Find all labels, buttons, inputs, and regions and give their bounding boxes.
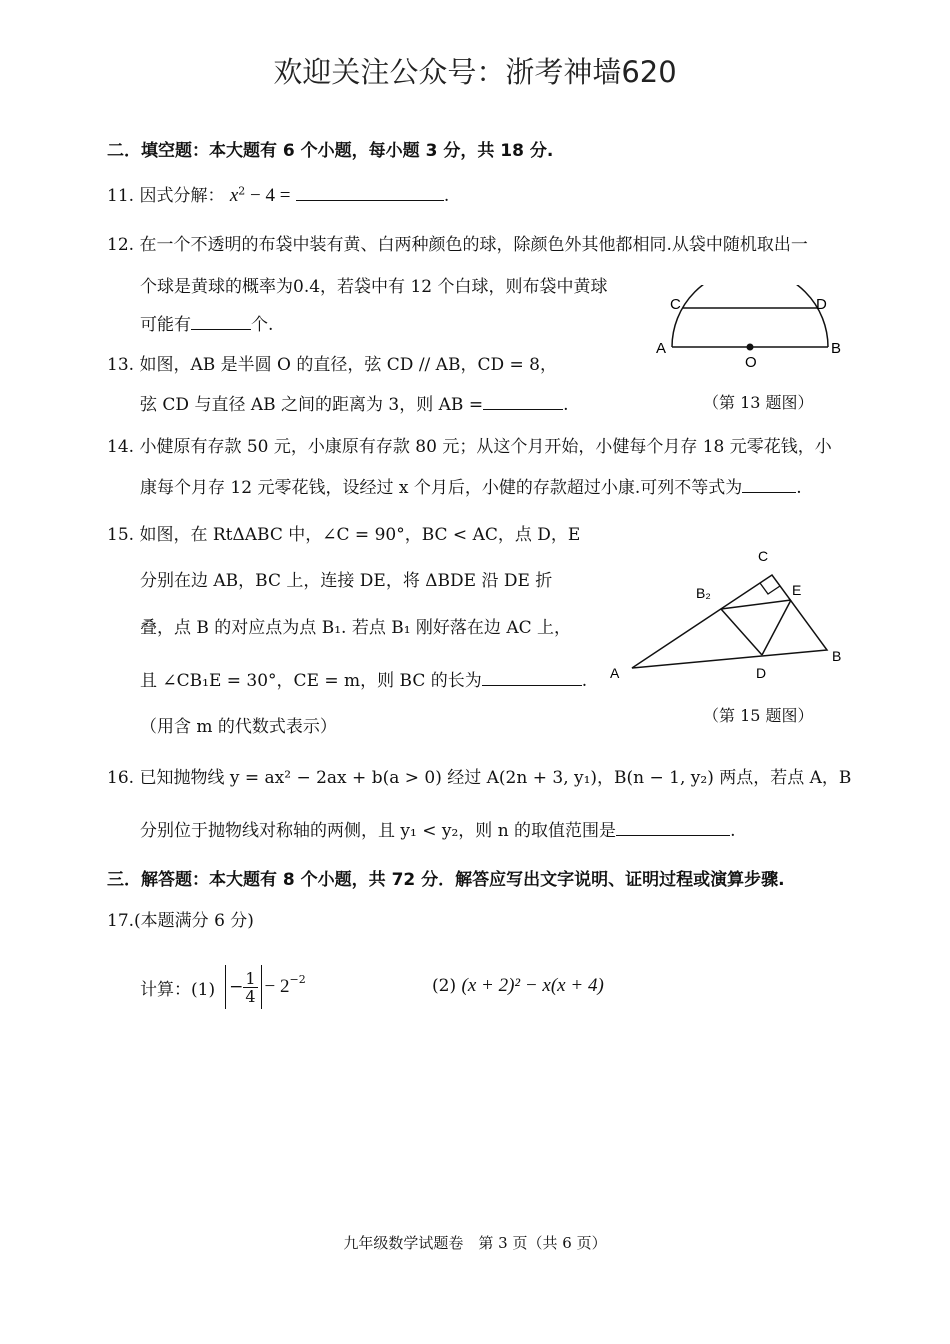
section-3-title: 三．解答题：本大题有 8 个小题，共 72 分．解答应写出文字说明、证明过程或演算步骤. (107, 870, 785, 890)
question-14-line-2 (140, 473, 802, 498)
math-expression: − 2 (264, 976, 290, 997)
question-number: 13. (107, 355, 135, 375)
line-b2-d (721, 609, 762, 655)
question-text: 因式分解： (139, 186, 225, 206)
page-header-watermark: 欢迎关注公众号：浙考神墙620 (273, 55, 677, 89)
question-text: 个. (251, 315, 274, 335)
question-15-line-1 (107, 520, 580, 545)
line-e-d (762, 600, 791, 655)
question-15-line-5: （用含 m 的代数式表示） (140, 717, 337, 737)
question-number: 17. (107, 911, 135, 931)
label-a: A (610, 665, 620, 681)
question-text: 弦 CD 与直径 AB 之间的距离为 3，则 AB = (140, 395, 484, 415)
question-text: 已知抛物线 y = ax² − 2ax + b(a > 0) 经过 A(2n + 3, y₁)，B(n − 1, y₂) 两点，若点 A，B (139, 768, 852, 788)
absolute-value-bar-right (261, 965, 262, 1009)
question-text: 如图，在 RtΔABC 中，∠C = 90°，BC < AC，点 D，E (139, 525, 581, 545)
question-16-line-2 (140, 816, 735, 841)
fraction-denominator: 4 (245, 986, 256, 1006)
fraction-numerator: 1 (245, 968, 256, 988)
question-17-header (107, 906, 254, 931)
question-number: 15. (107, 525, 135, 545)
fraction (243, 970, 257, 1005)
question-15-line-4 (140, 666, 587, 691)
question-number: 16. (107, 768, 135, 788)
question-12-line-3 (140, 310, 273, 335)
absolute-value-bar-left (225, 965, 226, 1009)
semicircle-arc (672, 285, 828, 347)
part-label: (2) (432, 976, 457, 996)
period: . (563, 395, 569, 415)
calc-label: 计算：(1) (140, 979, 216, 1000)
period: . (796, 478, 802, 498)
question-text: 康每个月存 12 元零花钱，设经过 x 个月后，小健的存款超过小康.可列不等式为 (140, 478, 743, 498)
math-exponent: 2 (238, 184, 246, 198)
question-number: 12. (107, 235, 135, 255)
question-score: (本题满分 6 分) (134, 911, 254, 931)
label-c: C (670, 296, 681, 313)
page-footer: 九年级数学试题卷 第 3 页（共 6 页） (343, 1234, 607, 1252)
label-e: E (792, 582, 802, 598)
right-angle-mark (760, 583, 780, 594)
period: . (443, 186, 450, 206)
answer-blank (191, 313, 251, 330)
question-number: 11. (107, 186, 135, 206)
figure-15-triangle (600, 545, 860, 690)
question-15-line-3: 叠，点 B 的对应点为点 B₁. 若点 B₁ 刚好落在边 AC 上， (140, 618, 572, 638)
label-b2: B₂ (696, 585, 711, 601)
math-exponent: −2 (289, 972, 306, 986)
question-text: 可能有 (140, 315, 191, 335)
label-o: O (745, 354, 757, 371)
answer-blank (616, 819, 730, 836)
question-12-line-2: 个球是黄球的概率为0.4，若袋中有 12 个白球，则布袋中黄球 (140, 277, 608, 297)
answer-blank (483, 393, 563, 410)
label-d: D (816, 296, 827, 313)
answer-blank (482, 669, 582, 686)
question-text: 在一个不透明的布袋中装有黄、白两种颜色的球，除颜色外其他都相同.从袋中随机取出一 (139, 235, 808, 255)
math-variable: x (229, 185, 239, 206)
math-expression: (x + 2)² − x(x + 4) (461, 975, 604, 996)
question-text: 分别位于抛物线对称轴的两侧，且 y₁ < y₂，则 n 的取值范围是 (140, 821, 617, 841)
period: . (730, 821, 736, 841)
question-number: 14. (107, 437, 135, 457)
answer-blank (296, 184, 444, 201)
label-a: A (656, 340, 667, 357)
question-text: 如图，AB 是半圆 O 的直径，弦 CD // AB，CD = 8， (139, 355, 557, 375)
label-c: C (758, 548, 769, 564)
question-text: 小健原有存款 50 元，小康原有存款 80 元；从这个月开始，小健每个月存 18 元零花钱，小 (139, 437, 832, 457)
label-d: D (756, 665, 767, 681)
question-13-line-2 (140, 390, 568, 415)
math-expression: − 4 = (245, 185, 291, 206)
question-11 (107, 181, 449, 207)
minus-sign: − (229, 977, 244, 997)
figure-13-semicircle (650, 285, 850, 375)
question-13-line-1 (107, 350, 557, 375)
label-b: B (831, 340, 842, 357)
question-17-part-2 (432, 975, 604, 997)
question-14-line-1 (107, 432, 832, 457)
section-2-title: 二．填空题：本大题有 6 个小题，每小题 3 分，共 18 分. (107, 141, 554, 161)
figure-15-caption: （第 15 题图） (703, 706, 814, 725)
question-17-part-1 (140, 962, 306, 1012)
answer-blank (742, 476, 796, 493)
question-12-line-1 (107, 230, 808, 255)
period: . (581, 671, 588, 691)
center-point-o (747, 344, 754, 351)
question-text: 且 ∠CB₁E = 30°，CE = m，则 BC 的长为 (140, 671, 482, 691)
question-16-line-1 (107, 763, 851, 788)
question-15-line-2: 分别在边 AB，BC 上，连接 DE，将 ΔBDE 沿 DE 折 (140, 571, 553, 591)
figure-13-caption: （第 13 题图） (703, 393, 814, 412)
label-b: B (832, 648, 842, 664)
